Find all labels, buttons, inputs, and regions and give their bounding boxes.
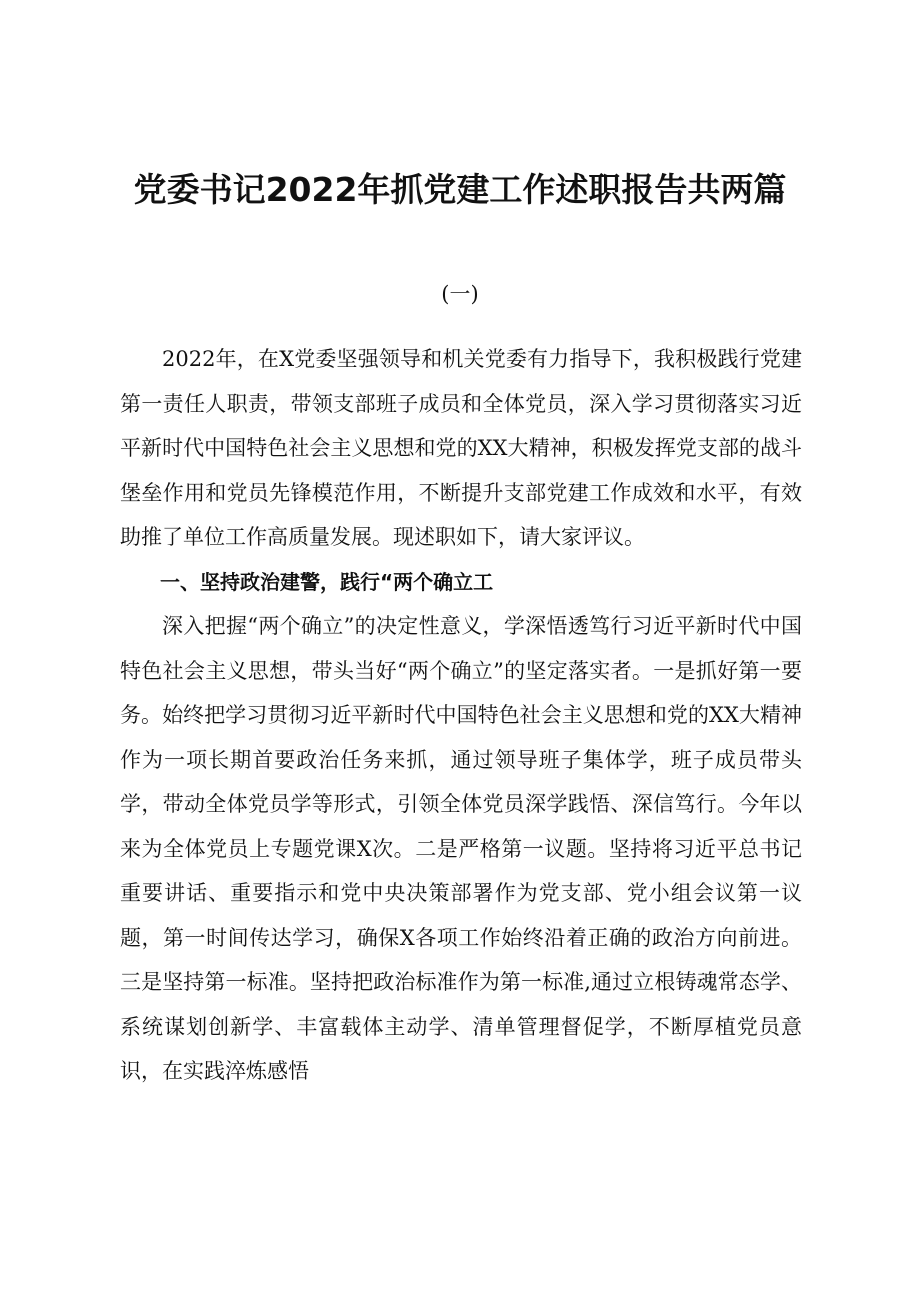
intro-paragraph: 2022年，在X党委坚强领导和机关党委有力指导下，我积极践行党建第一责任人职责，带领支部班子成员和全体党员，深入学习贯彻落实习近平新时代中国特色社会主义思想和党的XX大精神，积极发挥党支部的战斗堡垒作用和党员先锋模范作用，不断提升支部党建工作成效和水平，有效助推了单位工作高质量发展。现述职如下，请大家评议。 [120, 347, 802, 549]
section-heading: 一、坚持政治建警，践行“两个确立工 [160, 569, 494, 594]
document-body [120, 337, 802, 1094]
document-title: 党委书记2022年抓党建工作述职报告共两篇 [133, 170, 787, 209]
section-paragraph: 深入把握“两个确立”的决定性意义，学深悟透笃行习近平新时代中国特色社会主义思想，带头当好“两个确立”的坚定落实者。一是抓好第一要务。始终把学习贯彻习近平新时代中国特色社会主义思想和党的XX大精神作为一项长期首要政治任务来抓，通过领导班子集体学，班子成员带头学，带动全体党员学等形式，引领全体党员深学践悟、深信笃行。今年以来为全体党员上专题党课X次。二是严格第一议题。坚持将习近平总书记重要讲话、重要指示和党中央决策部署作为党支部、党小组会议第一议题，第一时间传达学习，确保X各项工作始终沿着正确的政治方向前进。三是坚持第一标准。坚持把政治标准作为第一标准,通过立根铸魂常态学、系统谋划创新学、丰富载体主动学、清单管理督促学，不断厚植党员意识，在实践淬炼感悟 [120, 614, 802, 1083]
document-subtitle: (一) [441, 282, 479, 306]
